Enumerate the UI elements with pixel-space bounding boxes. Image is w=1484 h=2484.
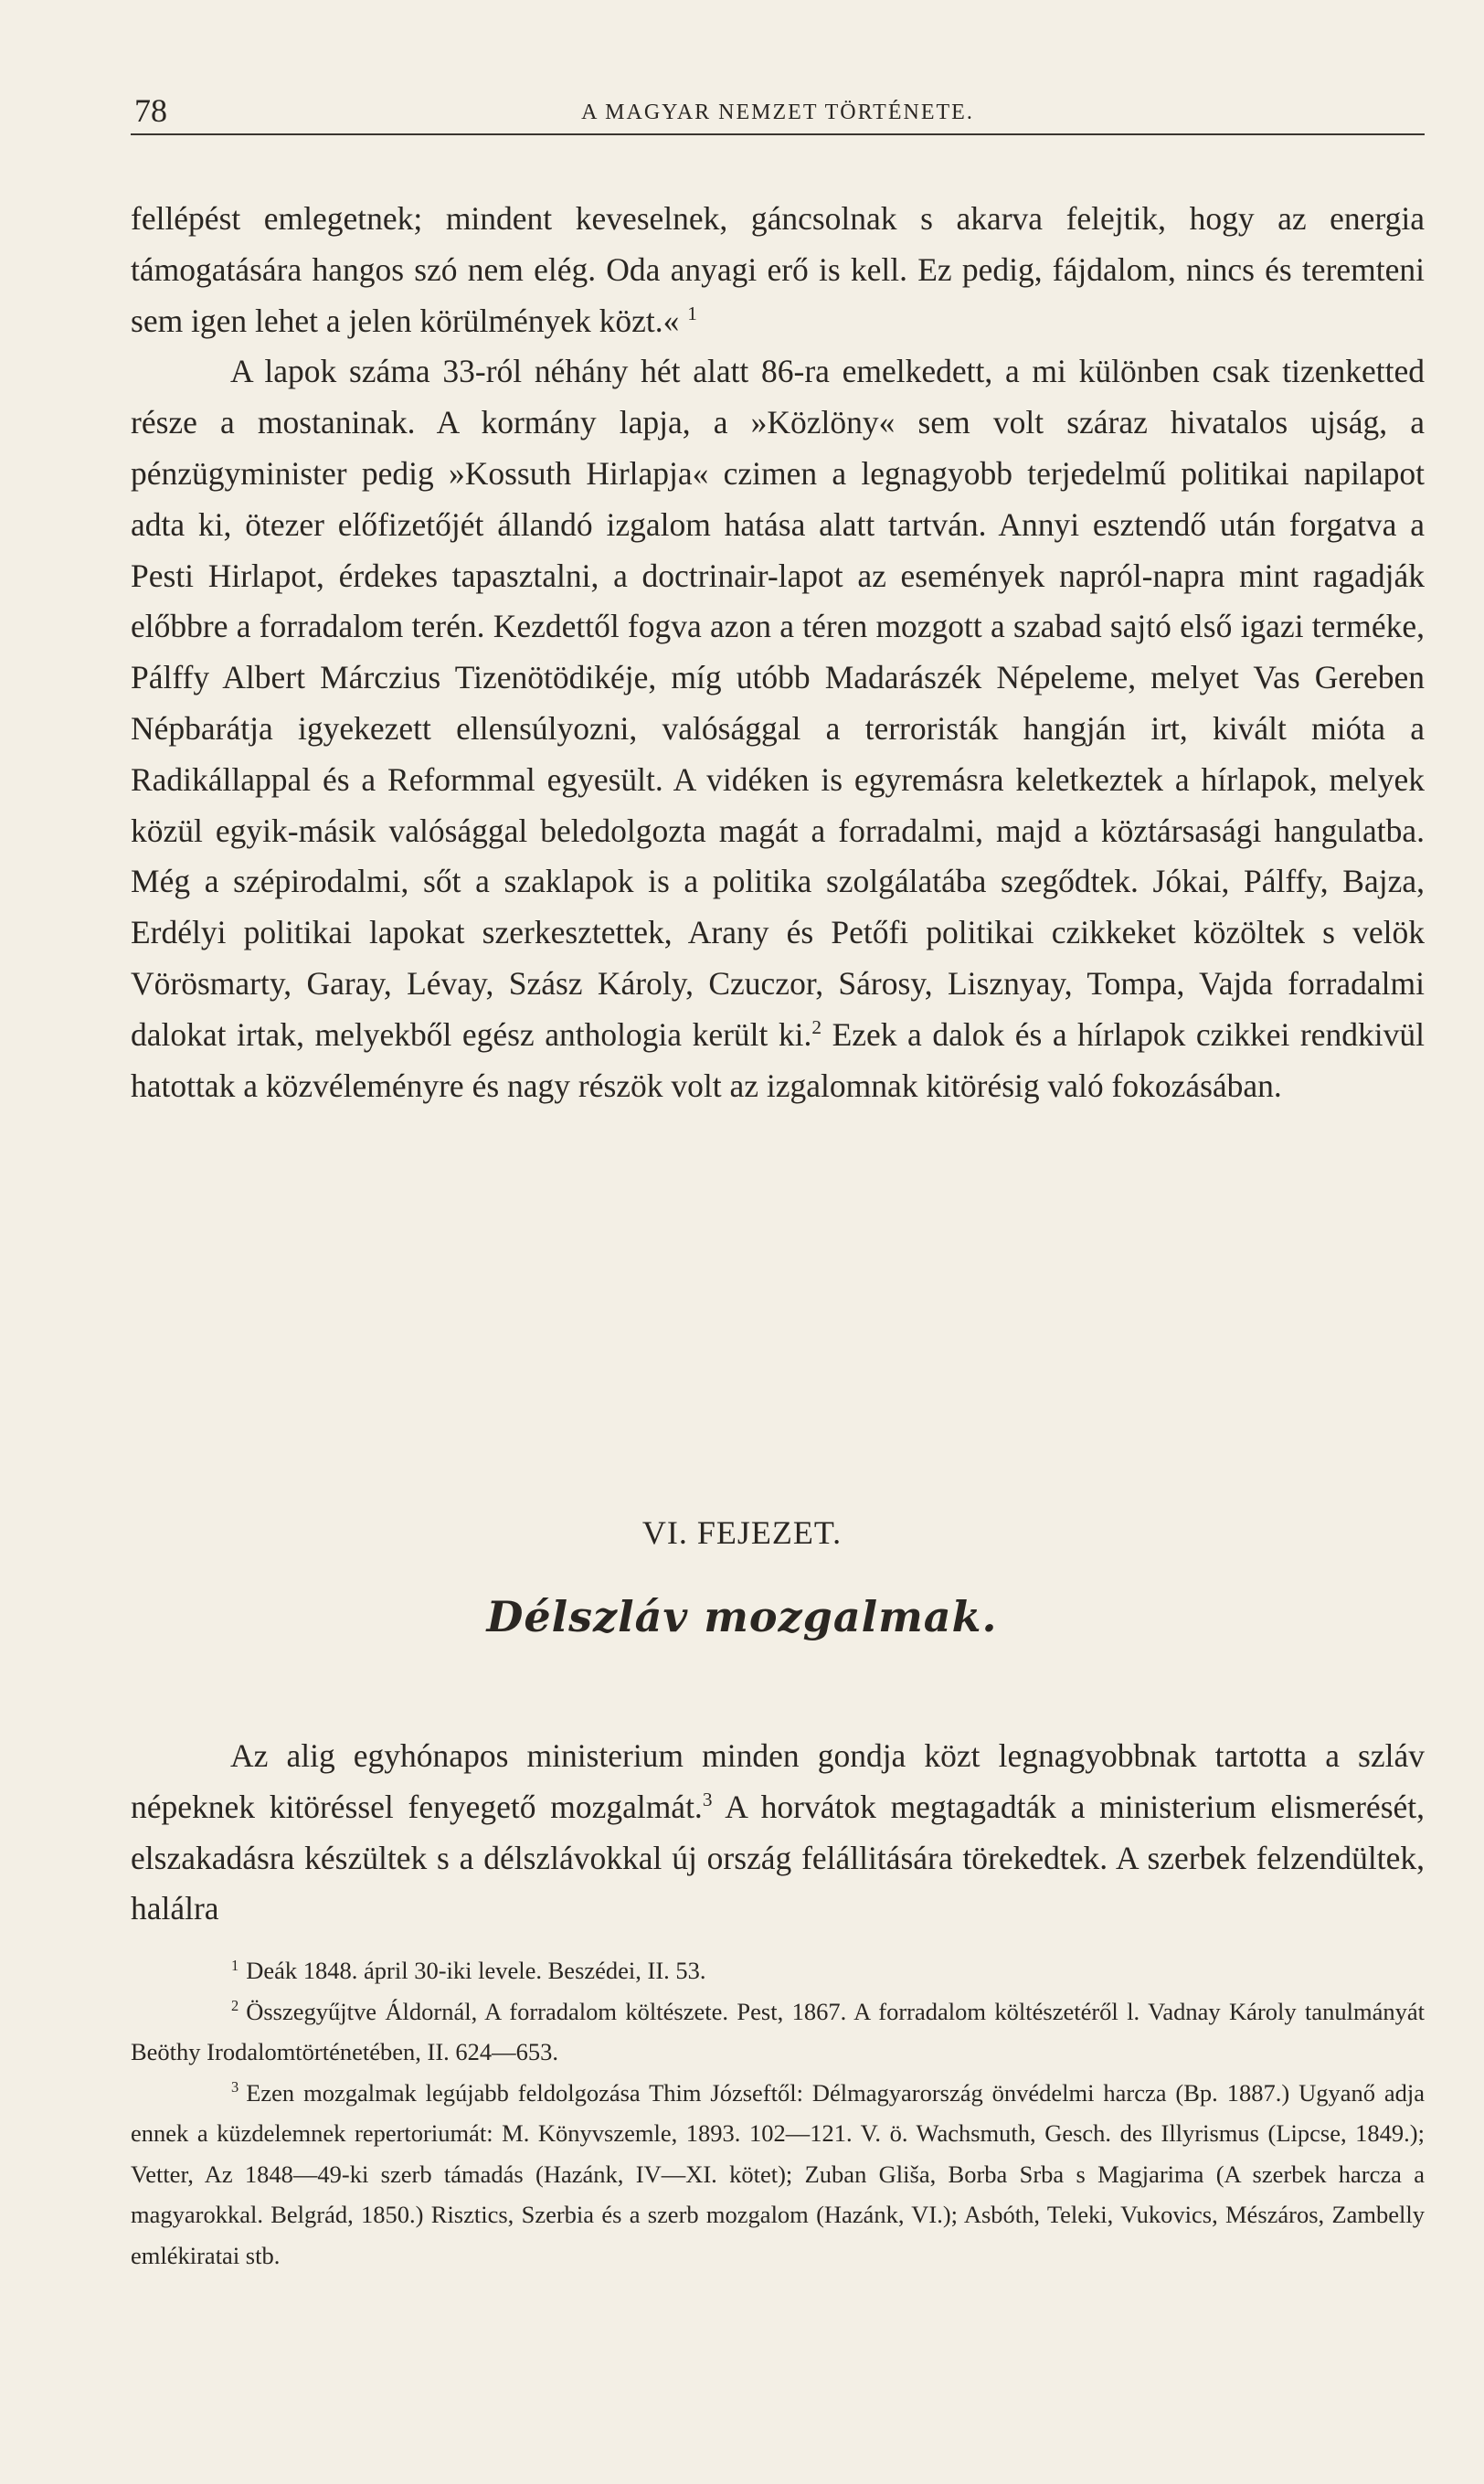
running-title: A MAGYAR NEMZET TÖRTÉNETE. — [581, 101, 974, 124]
footnote — [131, 2073, 1425, 2277]
paragraph — [131, 1731, 1425, 1935]
chapter-title: Délszláv mozgalmak. — [486, 1592, 998, 1641]
footnote-ref: 2 — [811, 1015, 822, 1038]
paragraph-text: Ezek a dalok és a hírlapok czikkei rendkivül hatottak a közvéleményre és nagy részök volt az izgalomnak kitörésig való fokozásában. — [131, 1015, 1425, 1104]
footnote — [131, 1950, 1425, 1991]
page-header — [131, 91, 1425, 135]
footnote-number: 2 — [231, 1997, 239, 2015]
page-number: 78 — [134, 92, 167, 129]
footnotes — [131, 1950, 1425, 2276]
footnote-text: Ezen mozgalmak legújabb feldolgozása Thim Józseftől: Délmagyarország önvédelmi harcza (Bp. 1887.) Ugyanő adja ennek a küzdelemnek repertoriumát: M. Könyvszemle, 1893. 102—121. V. ö. Wachsmuth, Gesch. des Illyrismus (Lipcse, 1849.); Vetter, Az 1848—49-ki szerb támadás (Hazánk, IV—XI. kötet); Zuban Gliša, Borba Srba s Magjarima (A szerbek harcza a magyarokkal. Belgrád, 1850.) Risztics, Szerbia és a szerb mozgalom (Hazánk, VI.); Asbóth, Teleki, Vukovics, Mészáros, Zambelly emlékiratai stb. — [131, 2078, 1425, 2269]
chapter-text — [131, 1731, 1425, 1935]
body-text — [131, 194, 1425, 1111]
chapter-number: VI. FEJEZET. — [641, 1514, 843, 1551]
paragraph-text: A horvátok megtagadták a ministerium elismerését, elszakadásra készültek s a délszlávokkal új ország felállitására törekedtek. A szerbek felzendültek, halálra — [131, 1788, 1425, 1927]
footnote-ref: 1 — [687, 302, 697, 324]
footnote — [131, 1991, 1425, 2073]
footnote-number: 1 — [231, 1956, 239, 1974]
footnote-number: 3 — [231, 2078, 239, 2097]
paragraph-text: fellépést emlegetnek; mindent keveselnek, gáncsolnak s akarva felejtik, hogy az energia támogatására hangos szó nem elég. Oda anyagi erő is kell. Ez pedig, fájdalom, nincs és teremteni sem igen lehet a jelen körülmények közt.« — [131, 200, 1425, 339]
paragraph-text: Az alig egyhónapos ministerium minden gondja közt legnagyobbnak tartotta a szláv népeknek kitöréssel fenyegető mozgalmát. — [131, 1737, 1425, 1825]
footnote-text: Összegyűjtve Áldornál, A forradalom költészete. Pest, 1867. A forradalom költészetéről l. Vadnay Károly tanulmányát Beöthy Irodalomtörténetében, II. 624—653. — [131, 1997, 1425, 2065]
paragraph — [131, 194, 1425, 346]
paragraph — [131, 346, 1425, 1111]
paragraph-text: A lapok száma 33-ról néhány hét alatt 86-ra emelkedett, a mi különben csak tizenketted része a mostaninak. A kormány lapja, a »Közlöny« sem volt száraz hivatalos ujság, a pénzügyminister pedig »Kossuth Hirlapja« czimen a legnagyobb terjedelmű politikai napilapot adta ki, ötezer előfizetőjét állandó izgalom hatása alatt tartván. Annyi esztendő után forgatva a Pesti Hirlapot, érdekes tapasztalni, a doctrinair-lapot az események napról-napra mint ragadják előbbre a forradalom terén. Kezdettől fogva azon a téren mozgott a szabad sajtó első igazi terméke, Pálffy Albert Márczius Tizenötödikéje, míg utóbb Madarászék Népeleme, melyet Vas Gereben Népbarátja igyekezett ellensúlyozni, valósággal a terroristák hangján irt, kivált mióta a Radikállappal és a Reformmal egyesült. A vidéken is egyremásra keletkeztek a hírlapok, melyek közül egyik-másik valósággal beledolgozta magát a forradalmi, majd a köztársasági hangulatba. Még a szépirodalmi, sőt a szaklapok is a politika szolgálatába szegődtek. Jókai, Pálffy, Bajza, Erdélyi politikai lapokat szerkesztettek, Arany és Petőfi politikai czikkeket közöltek s velök Vörösmarty, Garay, Lévay, Szász Károly, Czuczor, Sárosy, Lisznyay, Tompa, Vajda forradalmi dalokat irtak, melyekből egész anthologia került ki. — [131, 353, 1425, 1053]
footnote-ref: 3 — [702, 1789, 713, 1811]
footnote-text: Deák 1848. ápril 30-iki levele. Beszédei, II. 53. — [246, 1957, 706, 1984]
